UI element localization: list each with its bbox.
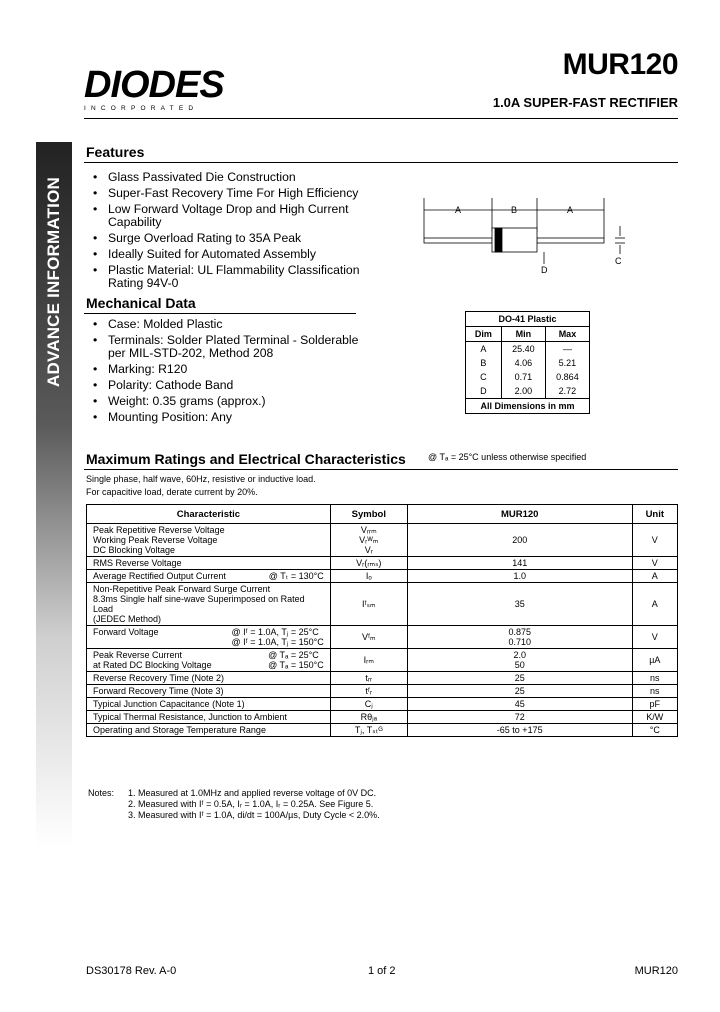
mechanical-item: • Weight: 0.35 grams (approx.) — [86, 395, 366, 408]
cell-value: 35 — [407, 583, 632, 626]
characteristic-text: Reverse Recovery Time (Note 2) — [93, 673, 225, 683]
header-divider — [84, 118, 678, 119]
cell-symbol: tᶠᵣ — [330, 685, 407, 698]
cell-symbol: Vᶠₘ — [330, 626, 407, 649]
dim-cell: 2.00 — [501, 384, 545, 399]
cell-value: 0.875 0.710 — [407, 626, 632, 649]
header-characteristic: Characteristic — [87, 505, 331, 524]
cell-unit: K/W — [632, 711, 677, 724]
note-item: 3. Measured with Iᶠ = 1.0A, di/dt = 100A/µs, Duty Cycle < 2.0%. — [128, 810, 380, 820]
cell-value: 45 — [407, 698, 632, 711]
logo-wordmark: DIODES — [84, 64, 224, 106]
cell-characteristic — [87, 698, 331, 711]
dim-row — [466, 342, 590, 357]
ratings-row — [87, 649, 678, 672]
cell-characteristic — [87, 649, 331, 672]
dim-cell: D — [466, 384, 502, 399]
dim-label-a-left: A — [455, 205, 462, 215]
footer-page: 1 of 2 — [368, 965, 396, 977]
condition-text: @ Tₜ = 130°C — [268, 571, 324, 581]
feature-item: • Surge Overload Rating to 35A Peak — [86, 232, 376, 245]
features-list — [86, 171, 376, 293]
ratings-row — [87, 724, 678, 737]
dim-cell: 0.71 — [501, 370, 545, 384]
ratings-row — [87, 685, 678, 698]
dim-header-dim: Dim — [466, 327, 502, 342]
dim-row — [466, 384, 590, 399]
cell-unit: A — [632, 583, 677, 626]
cell-unit: V — [632, 626, 677, 649]
dim-cell: 4.06 — [501, 356, 545, 370]
cell-characteristic — [87, 557, 331, 570]
cell-characteristic — [87, 685, 331, 698]
cell-symbol: Vᵣᵣₘ Vᵣᵂₘ Vᵣ — [330, 524, 407, 557]
mechanical-item: • Case: Molded Plastic — [86, 318, 366, 331]
cell-unit: A — [632, 570, 677, 583]
cell-unit: ns — [632, 672, 677, 685]
note-item: 2. Measured with Iᶠ = 0.5A, Iᵣ = 1.0A, Iᵣ = 0.25A. See Figure 5. — [128, 799, 374, 809]
dim-label-b: B — [511, 205, 518, 215]
logo-subtitle: INCORPORATED — [84, 105, 199, 112]
feature-item: • Ideally Suited for Automated Assembly — [86, 248, 376, 261]
cell-characteristic — [87, 570, 331, 583]
dim-header-max: Max — [545, 327, 589, 342]
dim-label-d: D — [541, 265, 548, 275]
ratings-table — [86, 504, 678, 737]
condition-text: @ Iᶠ = 1.0A, Tⱼ = 25°C @ Iᶠ = 1.0A, Tⱼ = 150°C — [231, 627, 324, 647]
characteristic-text: RMS Reverse Voltage — [93, 558, 182, 568]
header-value: MUR120 — [407, 505, 632, 524]
footer-doc-number: DS30178 Rev. A-0 — [86, 965, 177, 977]
characteristic-text: Average Rectified Output Current — [93, 571, 226, 581]
dim-cell: A — [466, 342, 502, 357]
cell-value: -65 to +175 — [407, 724, 632, 737]
dim-cell: 5.21 — [545, 356, 589, 370]
notes-block — [88, 788, 380, 821]
ratings-row — [87, 524, 678, 557]
dim-cell: 0.864 — [545, 370, 589, 384]
dim-table-title: DO-41 Plastic — [466, 312, 590, 327]
feature-item: • Super-Fast Recovery Time For High Efficiency — [86, 187, 376, 200]
dim-cell: B — [466, 356, 502, 370]
characteristic-text: Peak Repetitive Reverse Voltage Working Peak Reverse Voltage DC Blocking Voltage — [93, 525, 225, 555]
package-outline-diagram — [415, 198, 640, 278]
ratings-note-1: Single phase, half wave, 60Hz, resistive or inductive load. — [86, 474, 316, 484]
ratings-note-2: For capacitive load, derate current by 20%. — [86, 487, 258, 497]
cell-characteristic — [87, 672, 331, 685]
characteristic-text: Forward Recovery Time (Note 3) — [93, 686, 224, 696]
banner-text: ADVANCE INFORMATION — [44, 177, 63, 387]
dim-header-min: Min — [501, 327, 545, 342]
cell-unit: pF — [632, 698, 677, 711]
cell-characteristic — [87, 524, 331, 557]
mechanical-list — [86, 318, 366, 427]
ratings-row — [87, 711, 678, 724]
feature-item: • Glass Passivated Die Construction — [86, 171, 376, 184]
dim-row — [466, 356, 590, 370]
cell-symbol: Tⱼ, Tₛₜᴳ — [330, 724, 407, 737]
cell-value: 200 — [407, 524, 632, 557]
dimensions-table — [465, 311, 590, 414]
part-number-title: MUR120 — [562, 48, 678, 81]
cell-unit: ns — [632, 685, 677, 698]
cell-value: 141 — [407, 557, 632, 570]
ratings-row — [87, 570, 678, 583]
ratings-condition: @ Tₐ = 25°C unless otherwise specified — [428, 452, 587, 462]
dim-label-c: C — [615, 256, 622, 266]
features-rule — [84, 162, 678, 163]
cell-value: 1.0 — [407, 570, 632, 583]
features-heading: Features — [86, 144, 145, 160]
cell-characteristic — [87, 724, 331, 737]
characteristic-text: Peak Reverse Current at Rated DC Blocking Voltage — [93, 650, 212, 670]
cell-symbol: Iₒ — [330, 570, 407, 583]
cell-symbol: Cⱼ — [330, 698, 407, 711]
ratings-row — [87, 698, 678, 711]
condition-text: @ Tₐ = 25°C @ Tₐ = 150°C — [268, 650, 324, 670]
ratings-row — [87, 557, 678, 570]
ratings-heading: Maximum Ratings and Electrical Characteristics — [86, 451, 406, 467]
characteristic-text: Typical Thermal Resistance, Junction to Ambient — [93, 712, 287, 722]
advance-information-banner — [36, 142, 72, 848]
cell-value: 72 — [407, 711, 632, 724]
cell-unit: °C — [632, 724, 677, 737]
dim-cell: 25.40 — [501, 342, 545, 357]
notes-label: Notes: — [88, 788, 115, 798]
mechanical-item: • Marking: R120 — [86, 363, 366, 376]
ratings-row — [87, 583, 678, 626]
cell-symbol: tᵣᵣ — [330, 672, 407, 685]
dim-cell: 2.72 — [545, 384, 589, 399]
ratings-rule — [84, 469, 678, 470]
cell-characteristic — [87, 583, 331, 626]
cell-symbol: Vᵣ(ᵣₘₛ) — [330, 557, 407, 570]
footer-part: MUR120 — [634, 965, 678, 977]
cell-symbol: Rθⱼₐ — [330, 711, 407, 724]
feature-item: • Plastic Material: UL Flammability Classification Rating 94V-0 — [86, 264, 376, 290]
cell-symbol: Iᶠₛₘ — [330, 583, 407, 626]
dim-row — [466, 370, 590, 384]
header-unit: Unit — [632, 505, 677, 524]
mechanical-item: • Polarity: Cathode Band — [86, 379, 366, 392]
feature-item: • Low Forward Voltage Drop and High Current Capability — [86, 203, 376, 229]
cell-value: 2.0 50 — [407, 649, 632, 672]
cell-characteristic — [87, 711, 331, 724]
company-logo — [84, 66, 248, 116]
cell-symbol: Iᵣₘ — [330, 649, 407, 672]
cell-unit: V — [632, 524, 677, 557]
dim-cell: — — [545, 342, 589, 357]
ratings-row — [87, 672, 678, 685]
header-symbol: Symbol — [330, 505, 407, 524]
mechanical-rule — [84, 313, 356, 314]
part-subtitle: 1.0A SUPER-FAST RECTIFIER — [492, 95, 678, 110]
cell-value: 25 — [407, 685, 632, 698]
cell-unit: V — [632, 557, 677, 570]
ratings-row — [87, 626, 678, 649]
cell-characteristic — [87, 626, 331, 649]
note-item: 1. Measured at 1.0MHz and applied reverse voltage of 0V DC. — [128, 788, 377, 798]
characteristic-text: Typical Junction Capacitance (Note 1) — [93, 699, 245, 709]
dim-cell: C — [466, 370, 502, 384]
dim-table-footer: All Dimensions in mm — [466, 399, 590, 414]
cell-unit: µA — [632, 649, 677, 672]
mechanical-item: • Mounting Position: Any — [86, 411, 366, 424]
characteristic-text: Non-Repetitive Peak Forward Surge Current 8.3ms Single half sine-wave Superimposed on Rated Load (JEDEC Method) — [93, 584, 305, 624]
mechanical-item: • Terminals: Solder Plated Terminal - Solderable per MIL-STD-202, Method 208 — [86, 334, 366, 360]
mechanical-heading: Mechanical Data — [86, 295, 196, 311]
cell-value: 25 — [407, 672, 632, 685]
characteristic-text: Forward Voltage — [93, 627, 159, 637]
characteristic-text: Operating and Storage Temperature Range — [93, 725, 266, 735]
dim-label-a-right: A — [567, 205, 574, 215]
